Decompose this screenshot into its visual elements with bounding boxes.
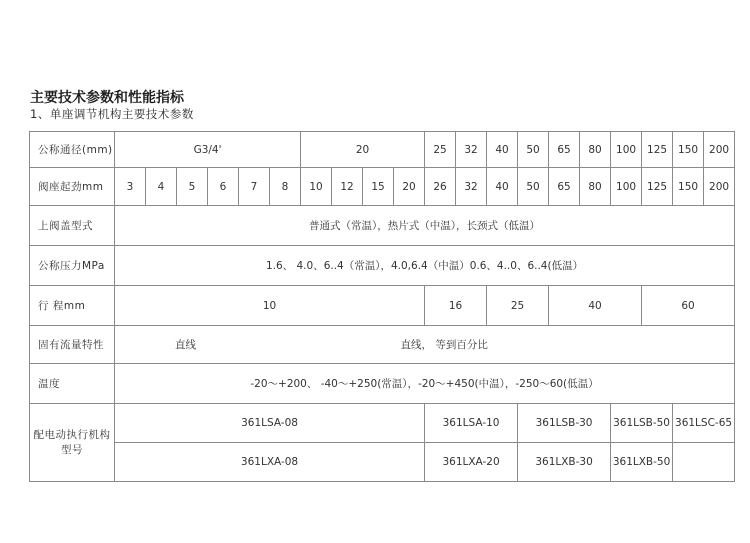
pressure-label: 公称压力MPa xyxy=(30,246,115,286)
stroke-label: 行 程mm xyxy=(30,286,115,326)
seat-diameter-cell: 10 xyxy=(301,168,332,206)
stroke-value: 16 xyxy=(425,286,487,326)
actuator-model: 361LSB-50 xyxy=(611,404,673,443)
nominal-diameter-cell: 150 xyxy=(673,132,704,168)
bonnet-label: 上阀盖型式 xyxy=(30,206,115,246)
flow-left: 直线 xyxy=(115,326,301,364)
seat-diameter-cell: 200 xyxy=(704,168,735,206)
stroke-value: 60 xyxy=(642,286,735,326)
seat-diameter-cell: 80 xyxy=(580,168,611,206)
actuator-model: 361LSA-10 xyxy=(425,404,518,443)
seat-diameter-cell: 40 xyxy=(487,168,518,206)
seat-diameter-cell: 4 xyxy=(146,168,177,206)
seat-diameter-row xyxy=(30,168,735,206)
nominal-diameter-cell: 50 xyxy=(518,132,549,168)
stroke-row xyxy=(30,286,735,326)
flow-row xyxy=(30,326,735,364)
nominal-diameter-g34: G3/4' xyxy=(115,132,301,168)
section-title: 主要技术参数和性能指标 xyxy=(30,90,184,106)
seat-diameter-cell: 12 xyxy=(332,168,363,206)
seat-diameter-label: 阀座起劲mm xyxy=(30,168,115,206)
actuator-label: 配电动执行机构型号 xyxy=(30,404,115,482)
seat-diameter-cell: 7 xyxy=(239,168,270,206)
temperature-value: -20～+200、 -40～+250(常温），-20～+450(中温），-250～60(低温） xyxy=(115,364,735,404)
nominal-diameter-label: 公称通径(mm) xyxy=(30,132,115,168)
seat-diameter-cell: 5 xyxy=(177,168,208,206)
flow-label: 固有流量特性 xyxy=(30,326,115,364)
seat-diameter-cell: 65 xyxy=(549,168,580,206)
nominal-diameter-cell: 80 xyxy=(580,132,611,168)
actuator-model: 361LSB-30 xyxy=(518,404,611,443)
pressure-value: 1.6、 4.0、6..4（常温），4.0,6.4（中温）0.6、4..0、6..4(低温） xyxy=(115,246,735,286)
seat-diameter-cell: 50 xyxy=(518,168,549,206)
nominal-diameter-cell: 100 xyxy=(611,132,642,168)
actuator-model: 361LXA-20 xyxy=(425,443,518,482)
nominal-diameter-cell: 200 xyxy=(704,132,735,168)
temperature-row xyxy=(30,364,735,404)
actuator-model xyxy=(673,443,735,482)
stroke-value: 40 xyxy=(549,286,642,326)
actuator-model: 361LXA-08 xyxy=(115,443,425,482)
nominal-diameter-cell: 125 xyxy=(642,132,673,168)
nominal-diameter-cell: 32 xyxy=(456,132,487,168)
seat-diameter-cell: 32 xyxy=(456,168,487,206)
seat-diameter-cell: 3 xyxy=(115,168,146,206)
pressure-row xyxy=(30,246,735,286)
seat-diameter-cell: 20 xyxy=(394,168,425,206)
nominal-diameter-row xyxy=(30,132,735,168)
actuator-model: 361LSA-08 xyxy=(115,404,425,443)
bonnet-value: 普通式（常温），热片式（中温），长颈式（低温） xyxy=(115,206,735,246)
stroke-value: 25 xyxy=(487,286,549,326)
stroke-value: 10 xyxy=(115,286,425,326)
actuator-model: 361LXB-30 xyxy=(518,443,611,482)
actuator-model: 361LSC-65 xyxy=(673,404,735,443)
actuator-model: 361LXB-50 xyxy=(611,443,673,482)
seat-diameter-cell: 6 xyxy=(208,168,239,206)
seat-diameter-cell: 100 xyxy=(611,168,642,206)
seat-diameter-cell: 8 xyxy=(270,168,301,206)
seat-diameter-cell: 26 xyxy=(425,168,456,206)
subsection-title: 1、单座调节机构主要技术参数 xyxy=(30,107,194,121)
flow-right: 直线， 等到百分比 xyxy=(301,326,735,364)
nominal-diameter-20: 20 xyxy=(301,132,425,168)
bonnet-row xyxy=(30,206,735,246)
specs-table xyxy=(29,131,735,482)
actuator-row-2 xyxy=(30,443,735,482)
actuator-row-1 xyxy=(30,404,735,443)
nominal-diameter-cell: 25 xyxy=(425,132,456,168)
seat-diameter-cell: 15 xyxy=(363,168,394,206)
temperature-label: 温度 xyxy=(30,364,115,404)
nominal-diameter-cell: 65 xyxy=(549,132,580,168)
seat-diameter-cell: 125 xyxy=(642,168,673,206)
nominal-diameter-cell: 40 xyxy=(487,132,518,168)
seat-diameter-cell: 150 xyxy=(673,168,704,206)
